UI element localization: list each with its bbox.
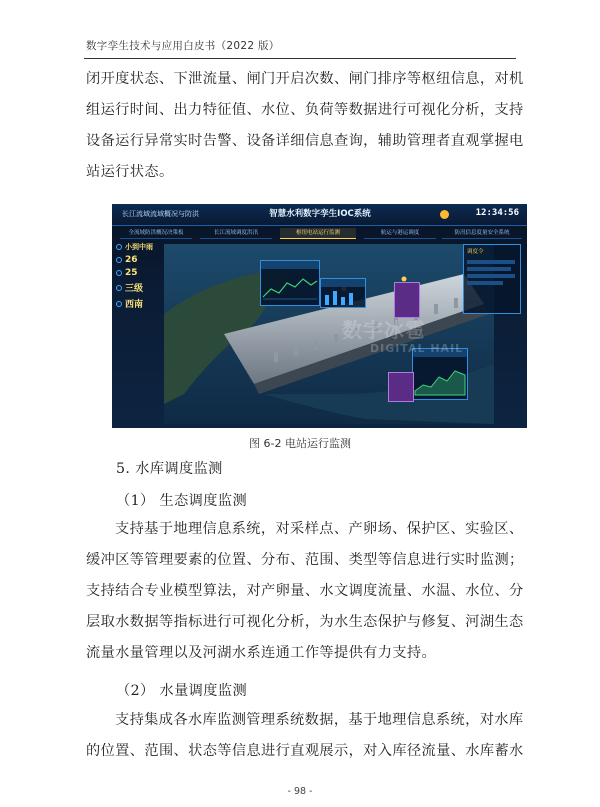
subsection-heading: （2） 水量调度监测 [116,683,248,699]
status-badge [388,372,414,402]
watermark-cn: 数字冰雹 [342,318,426,342]
dispatch-order-title: 调度令 [467,249,484,255]
subsection-heading: （1） 生态调度监测 [116,493,248,509]
dashboard-tab[interactable]: 航运与港运调度 [364,228,436,239]
wind-icon [116,285,122,291]
thermometer-icon [116,257,122,263]
weather-item: 西南 [116,297,160,310]
dispatch-order-text [464,260,520,285]
section-heading: 5. 水库调度监测 [116,461,223,477]
weather-item: 26 [116,255,160,265]
dashboard-tabs [112,228,527,240]
panel-title [261,261,319,269]
panel-chart [261,269,319,303]
panel-chart [321,287,365,307]
dispatch-order-panel [463,244,521,314]
page-number: - 98 - [287,786,313,797]
eco-dispatch-paragraph [86,514,524,669]
unit-panel [260,260,320,306]
dashboard-clock: 12:34:56 [475,208,519,218]
weather-item: 三级 [116,281,160,294]
text-line: 的位置、范围、状态等信息进行直观展示，对入库径流量、水库蓄水 [86,743,524,759]
dashboard-topbar [112,204,527,226]
text-line: 站运行状态。 [86,164,174,180]
dashboard-tab[interactable]: 防汛信息度量安全系统 [442,228,522,239]
text-line: 缓冲区等管理要素的位置、分布、范围、类型等信息进行实时监测； [86,552,524,568]
weather-item: 小到中雨 [116,242,160,252]
unit-panel [320,278,366,308]
text-line: 支持基于地理信息系统，对采样点、产卵场、保护区、实验区、 [115,521,524,537]
dashboard-tab[interactable]: 长江流域调度洪汛 [200,228,272,239]
marker-icon [402,277,407,282]
unit-panel [412,348,468,400]
running-header: 数字孪生技术与应用白皮书（2022 版） [86,40,280,52]
dashboard-figure [112,204,527,428]
weather-item: 25 [116,268,160,278]
humidity-icon [116,270,122,276]
dashboard-left-title: 长江流域流域概况与防洪 [122,210,199,218]
header-rule [84,58,516,59]
text-line: 支持结合专业模型算法，对产卵量、水文调度流量、水温、水位、分 [86,583,524,599]
water-dispatch-paragraph [86,705,524,767]
status-badge [394,282,420,318]
figure-caption: 图 6-2 电站运行监测 [249,437,351,450]
compass-icon [116,301,122,307]
dashboard-tab[interactable]: 全流域防洪概况决策板 [120,228,192,239]
text-line: 设备运行异常实时告警、设备详细信息查询，辅助管理者直观掌握电 [86,133,524,149]
panel-chart [413,357,467,397]
text-line: 层取水数据等指标进行可视化分析，为水生态保护与修复、河湖生态 [86,614,524,630]
weather-sidebar [116,242,160,422]
intro-paragraph [86,64,524,188]
text-line: 组运行时间、出力特征值、水位、负荷等数据进行可视化分析，支持 [86,102,524,118]
watermark-en: DIGITAL HAIL [370,342,464,355]
rain-icon [116,244,122,250]
text-line: 支持集成各水库监测管理系统数据，基于地理信息系统，对水库 [115,712,524,728]
panel-title [321,279,365,287]
sun-icon [440,210,449,219]
text-line: 闭开度状态、下泄流量、闸门开启次数、闸门排序等枢纽信息，对机 [86,71,524,87]
dashboard-tab-active[interactable]: 枢纽电站运行监测 [280,228,356,239]
dashboard-title: 智慧水利数字孪生IOC系统 [269,209,371,219]
text-line: 流量水量管理以及河湖水系连通工作等提供有力支持。 [86,645,437,661]
